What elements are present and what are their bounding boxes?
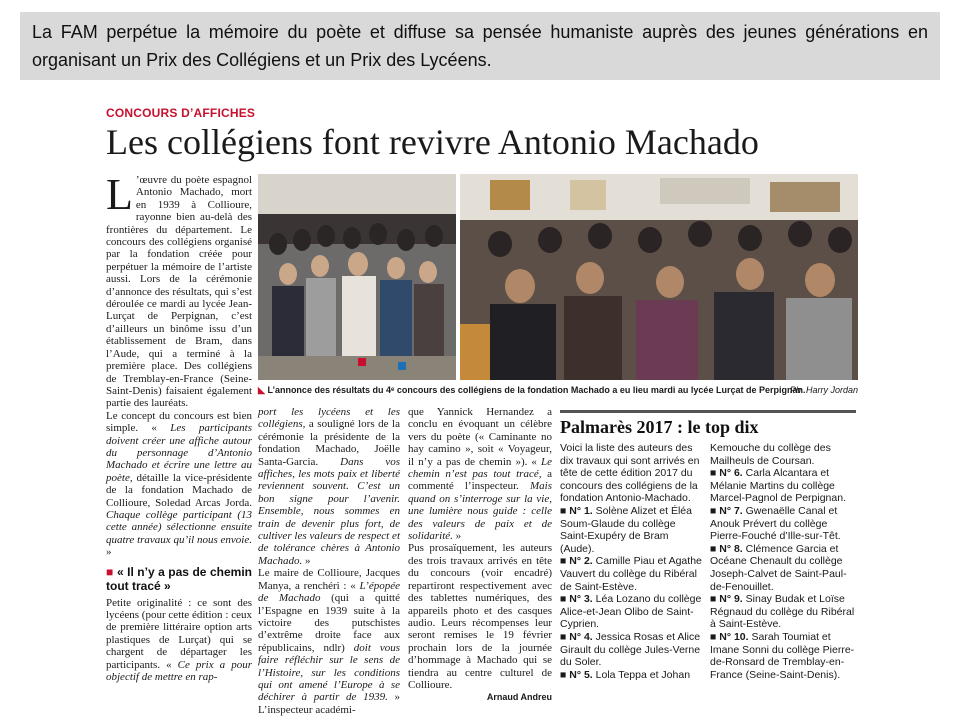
subhead-bullet: ■	[106, 564, 114, 579]
palmares-winners: Lola Teppa et Johan	[595, 668, 691, 681]
palmares-intro: Voici la liste des auteurs des dix travaux qui sont arrivés en tête de cette édition 2017 du concours des collégiens de la fondation Antonio-Machado.	[560, 442, 700, 505]
col2-text-1b: »	[302, 554, 311, 567]
col2-quote-3: L’épopée de Machado	[258, 579, 400, 605]
article-photos	[258, 174, 858, 380]
caption-text: L’annonce des résultats du 4ᵉ concours des collégiens de la fondation Machado a eu lieu mardi au lycée Lurçat de Perpignan.	[267, 385, 806, 395]
subhead-text: « Il n’y a pas de chemin tout tracé »	[106, 564, 252, 593]
col2-text-2b: (qui a quitté l’Espagne en 1939 suite à la victoire des putschistes d’extrême droite face aux républicains, ndlr)	[258, 592, 400, 654]
article-subhead	[106, 565, 252, 593]
palmares-entry	[710, 467, 856, 505]
photo-students-group	[258, 174, 456, 380]
col3-text-1c: »	[452, 530, 462, 543]
palmares-column-left	[560, 442, 704, 681]
palmares-rank: ■ N° 2.	[560, 555, 593, 568]
col3-paragraph-1	[408, 406, 552, 542]
col3-text-1a: que Yannick Hernandez a conclu en évoquant un célèbre vers du poète (« Caminante no hay camino », soit « Voyageur, il n’y a pas de chemin »). «	[408, 406, 552, 468]
col1-quote-1: Les participants doivent créer une affiche autour du personnage d’Antonio Machado et écrire une lettre au poète,	[106, 422, 252, 484]
col1-paragraph-1	[106, 170, 252, 410]
col1-paragraph-2	[106, 410, 252, 559]
caption-arrow-icon: ◣	[258, 385, 265, 395]
col1-text-1: ’œuvre du poète espagnol Antonio Machado, mort en 1939 à Collioure, rayonne bien au-delà des frontières du département. Le concours des collégiens organisé par la fondation créée pour perpétuer la mémoire de l’artiste aussi. Lors de la cérémonie d’annonce des résultats, qui s’est déroulée ce mardi au lycée Jean-Lurçat de Perpignan, c’est d’ailleurs un binôme issu d’un établissement de Bram, dans l’Aude, qui a terminé à la première place. Des collégiens de Tremblay-en-France (Seine-Saint-Denis) faisaient également partie des lauréats.	[106, 174, 252, 410]
article-column-3	[408, 406, 552, 704]
intro-banner	[20, 12, 940, 80]
palmares-list-right	[710, 467, 856, 681]
palmares-rank: ■ N° 5.	[560, 668, 593, 681]
palmares-entry	[560, 505, 704, 555]
palmares-entry	[560, 631, 704, 669]
col2-text-1: a souligné lors de la cérémonie la présidente de la fondation Machado, Joëlle Santa-Garcia.	[258, 418, 400, 468]
palmares-winners: Sinay Budak et Loïse Régnaud du collège du Ribéral à Saint-Estève.	[710, 593, 855, 631]
col3-quote-1: Le chemin n’est pas tout tracé,	[408, 455, 552, 481]
palmares-winners: Camille Piau et Agathe Vauvert du collège du Ribéral de Saint-Estève.	[560, 555, 702, 593]
col1-paragraph-3	[106, 597, 252, 684]
palmares-right-lead: Kemouche du collège des Mailheuls de Coursan.	[710, 442, 831, 467]
palmares-rank: ■ N° 8.	[710, 542, 743, 555]
col2-paragraph-1	[258, 406, 400, 567]
photo-caption	[258, 385, 858, 396]
newspaper-clipping	[98, 100, 866, 716]
palmares-winners: Jessica Rosas et Alice Girault du collège Jules-Verne du Soler.	[560, 630, 701, 669]
col3-text-1b: a commenté l’inspecteur.	[408, 468, 552, 493]
palmares-entry	[710, 593, 856, 631]
photo-credit: Ph. Harry Jordan	[789, 385, 858, 395]
col3-quote-2: Mais quand on s’interroge sur la vie, une lumière nous guide : celle des valeurs de paix et de solidarité.	[408, 480, 552, 543]
col2-quote-1: port les lycéens et les collégiens,	[258, 406, 400, 431]
col1-text-3: Petite originalité : ce sont des lycéens (pour cette édition : ceux de première littéraire option arts plastiques de Lurçat) qui se chargent de départager les participants. «	[106, 596, 252, 671]
article-column-1	[106, 170, 252, 684]
palmares-list-left	[560, 505, 704, 681]
article-headline: Les collégiens font revivre Antonio Machado	[106, 122, 759, 162]
drop-cap: L	[106, 170, 133, 219]
palmares-entry	[710, 543, 856, 593]
col2-quote-2: Dans vos affiches, les mots paix et liberté reviennent souvent. C’est un bon signe pour l’avenir. Ensemble, nous sommes en train de devenir plus fort, de cultiver les valeurs de respect et de tolérance chères à Antonio Machado.	[258, 455, 400, 567]
students-group-image	[258, 174, 456, 380]
col3-paragraph-2: Pus prosaïquement, les auteurs des trois travaux arrivés en tête du concours (voir encadré) repartiront respectivement avec des tablettes numériques, des appareils photo et des casques audio. Leurs récompenses leur seront remises le 19 février prochain lors de la journée d’hommage à Machado qui se tiendra au centre culturel de Collioure.	[408, 542, 552, 691]
col2-quote-4: doit vous faire réfléchir sur le sens de l’Histoire, sur les conditions qui ont amené l’Europe à se déchirer à partir de 1939.	[258, 641, 400, 704]
palmares-winners: Carla Alcantara et Mélanie Martins du collège Marcel-Pagnol de Perpignan.	[710, 467, 846, 505]
palmares-rank: ■ N° 4.	[560, 630, 593, 643]
palmares-rank: ■ N° 9.	[710, 593, 743, 606]
palmares-rank: ■ N° 3.	[560, 593, 593, 606]
banner-text: La FAM perpétue la mémoire du poète et diffuse sa pensée humaniste auprès des jeunes générations en organisant un Prix des Collégiens et un Prix des Lycéens.	[32, 22, 928, 70]
palmares-winners: Léa Lozano du collège Alice-et-Jean Olibo de Saint-Cyprien.	[560, 593, 702, 631]
palmares-winners: Solène Alizet et Éléa Soum-Glaude du collège Saint-Exupéry de Bram (Aude).	[560, 504, 692, 555]
palmares-rank: ■ N° 6.	[710, 467, 743, 480]
audience-image	[460, 174, 858, 380]
col2-text-2c: » L’inspecteur académi-	[258, 691, 400, 716]
article-column-2	[258, 406, 400, 716]
palmares-rank: ■ N° 7.	[710, 504, 743, 517]
palmares-winners: Sarah Toumiat et Imane Sonni du collège Pierre-de-Ronsard de Tremblay-en-France (Seine-Saint-Denis).	[710, 630, 855, 681]
palmares-entry	[560, 669, 704, 682]
palmares-entry	[710, 505, 856, 543]
col1-quote-3: Ce prix a pour objectif de mettre en rap-	[106, 658, 252, 684]
col2-paragraph-2	[258, 567, 400, 716]
palmares-rank: ■ N° 1.	[560, 504, 593, 517]
palmares-entry	[560, 593, 704, 631]
palmares-entry	[710, 631, 856, 681]
photo-audience	[460, 174, 858, 380]
col1-quote-2: Chaque collège participant (13 cette année) sélectionne ensuite quatre travaux qu’il nous envoie.	[106, 508, 252, 546]
palmares-title: Palmarès 2017 : le top dix	[560, 410, 856, 437]
article-kicker: CONCOURS D’AFFICHES	[106, 106, 256, 120]
col2-text-2a: Le maire de Collioure, Jacques Manya, a renchéri : «	[258, 567, 400, 592]
palmares-column-right	[710, 442, 856, 681]
palmares-rank: ■ N° 10.	[710, 630, 749, 643]
palmares-box	[560, 410, 856, 710]
palmares-entry	[560, 555, 704, 593]
article-signature: Arnaud Andreu	[486, 692, 552, 703]
col1-text-2a: Le concept du concours est bien simple. «	[106, 409, 252, 435]
col1-text-2b: détaille la vice-présidente de la fondation Machado de Collioure, Soledad Arcas Jorda.	[106, 471, 252, 509]
palmares-winners: Clémence Garcia et Océane Chenault du collège Joseph-Calvet de Saint-Paul-de-Fenouillet.	[710, 542, 847, 593]
col1-text-2c: »	[106, 546, 112, 559]
palmares-winners: Gwenaëlle Canal et Anouk Prévert du collège Pierre-Fouché d’Ille-sur-Têt.	[710, 504, 841, 543]
